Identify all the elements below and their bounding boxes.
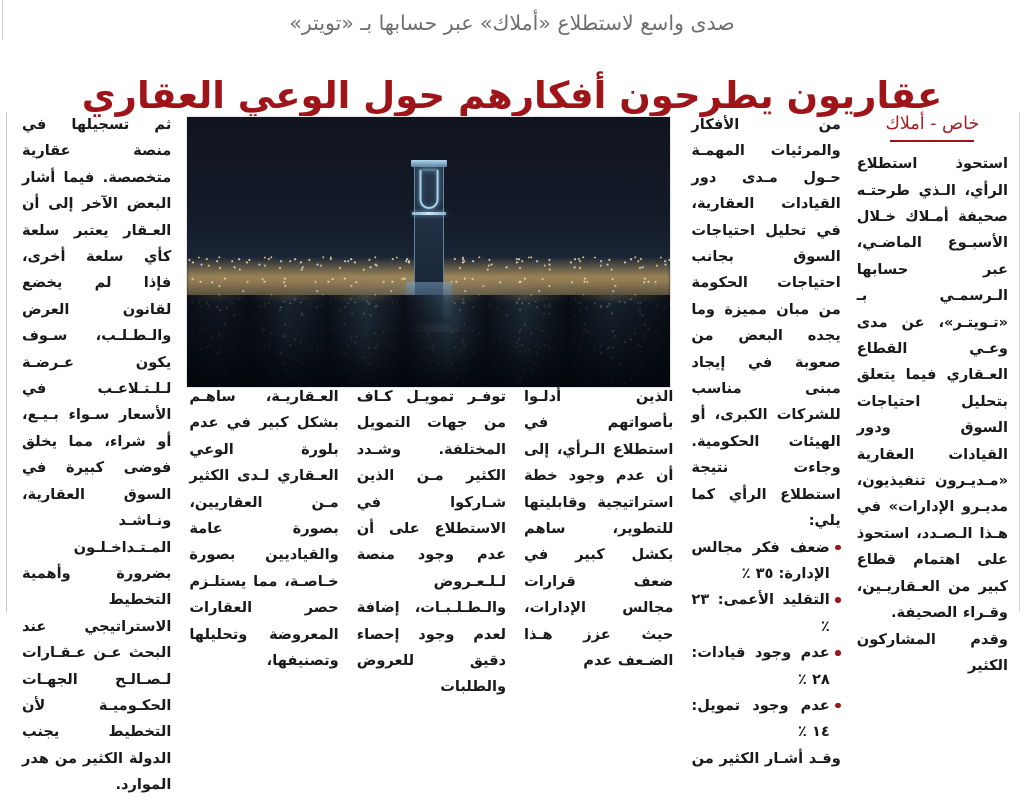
survey-result-value-3: ٢٨ (811, 670, 830, 688)
survey-result-unit-4: ٪ (797, 723, 807, 741)
column-3 (512, 112, 679, 670)
article-columns (10, 112, 1014, 794)
column-5-paragraph-2: وقدم المشاركون الكثير (856, 630, 1008, 674)
column-5-paragraph-1: استحوذ استطلاع الرأي، الـذي طرحتـه صحيفة أمـلاك خـلال الأسبـوع الماضـي، عبر حسابها الـرسمـي بـ «تـويتـر»، عن مدى وعـي القطاع العـقاري فيما يتعلق بتحليل احتياجات السوق ودور القيادات العقارية «مـديـرون تنفيذيون، مديـرو الإدارات» في هـذا الـصـدد، استحوذ على اهتمام قطاع كبير من العـقاريـين، وقـراء الصحيفة. (856, 155, 1008, 622)
column-3-paragraph-1: الذين أدلـوا بأصواتهم في استطلاع الـرأي، إلى أن عدم وجود خطة استراتيجية وقابليتها للتطوير، ساهم بكشل كبير في ضعف قرارات مجالس الإدارات، حيث عزز هـذا الضـعف عدم (524, 388, 674, 670)
survey-result-item-4 (691, 693, 840, 746)
survey-result-label-4: عدم وجود تمويل: (691, 696, 830, 714)
survey-result-value-2: ٢٣ (691, 591, 710, 609)
column-5-right (847, 112, 1014, 674)
page-edge-rule-right (1019, 112, 1020, 612)
article-kicker: صدى واسع لاستطلاع «أملاك» عبر حسابها بـ «تويتر» (289, 11, 735, 35)
column-2b-paragraph-1: العـقاريـة، ساهـم بشكل كبير في عدم بلورة الوعي العـقاري لـدى الكثير مـن العقاريين، بصورة عامة والقياديين بصورة خـاصـة، مما يستلـزم حصر العقارات المعروضة وتحليلها وتصنيفها، (189, 388, 339, 670)
page-edge-rule-left (6, 112, 7, 612)
article-headline: عقاريون يطرحون أفكارهم حول الوعي العقاري (81, 73, 943, 117)
column-2-paragraph-1: توفـر تمويـل كـاف من جهات التمويل المختلفة. وشـدد الكثير مـن الذين شـاركوا في الاستطلاع على أن عدم وجود منصة لـلـعـروض والـطـلـبـات، إضافة لعدم وجود إحصاء دقيق للعروض والطلبات (356, 388, 507, 696)
survey-result-unit-2: ٪ (820, 617, 830, 635)
column-1-left (10, 112, 177, 794)
survey-result-value-4: ١٤ (811, 723, 830, 741)
column-2b (177, 112, 344, 670)
column-4 (679, 112, 846, 767)
survey-result-item-2 (691, 587, 840, 640)
column-1-paragraph-1: ثم تسجيلها في منصة عقارية متخصصة. فيما أشار البعض الآخر إلى أن العـقار يعتبر سلعة كأي سلعة أخرى، فإذا لم يخضع لقانون العرض والـطـلـب، سـوف يكون عـرضـة لـلـتـلاعـب في الأسعار سـواء بـيـع، أو شراء، مما يخلق فوضى كبيرة في السوق العقارية، ونـاشـد المـتـداخـلـون بضرورة وأهمية التخطيط الاستراتيجي عند البحث عـن عـقـارات لـصـالـح الجهـات الحكـوميـة لأن التخطيط يجنب الدولة الكثير من هدر الموارد. (21, 116, 172, 794)
survey-result-label-3: عدم وجود قيادات: (691, 644, 830, 662)
byline: خاص - أملاك (885, 114, 980, 134)
byline-divider (890, 140, 974, 142)
column-2 (345, 112, 512, 696)
survey-result-item-1 (691, 535, 840, 588)
column-4-paragraph-1: من الأفكار والمرئيات المهمـة حـول مـدى دور القيادات العقارية، في تحليل احتياجات السوق بجانب احتياجات الحكومة من مبان مميزة وما يجده البعض من صعوبة في إيجاد مبنى مناسب للشركات الكبرى، أو الهيئات الحكومية. وجاءت نتيجة استطلاع الرأي كما يلي: (691, 116, 841, 530)
survey-result-unit-3: ٪ (797, 670, 807, 688)
survey-result-item-3 (691, 640, 840, 693)
survey-result-value-1: ٣٥ (755, 564, 774, 582)
survey-result-label-1: ضعف فكر مجالس الإدارة: (691, 538, 830, 582)
column-4-paragraph-2: وقـد أشـار الكثير من (691, 749, 841, 767)
survey-results-list (691, 535, 840, 746)
survey-result-label-2: التقليد الأعمى: (717, 591, 830, 609)
survey-result-unit-1: ٪ (741, 564, 751, 582)
